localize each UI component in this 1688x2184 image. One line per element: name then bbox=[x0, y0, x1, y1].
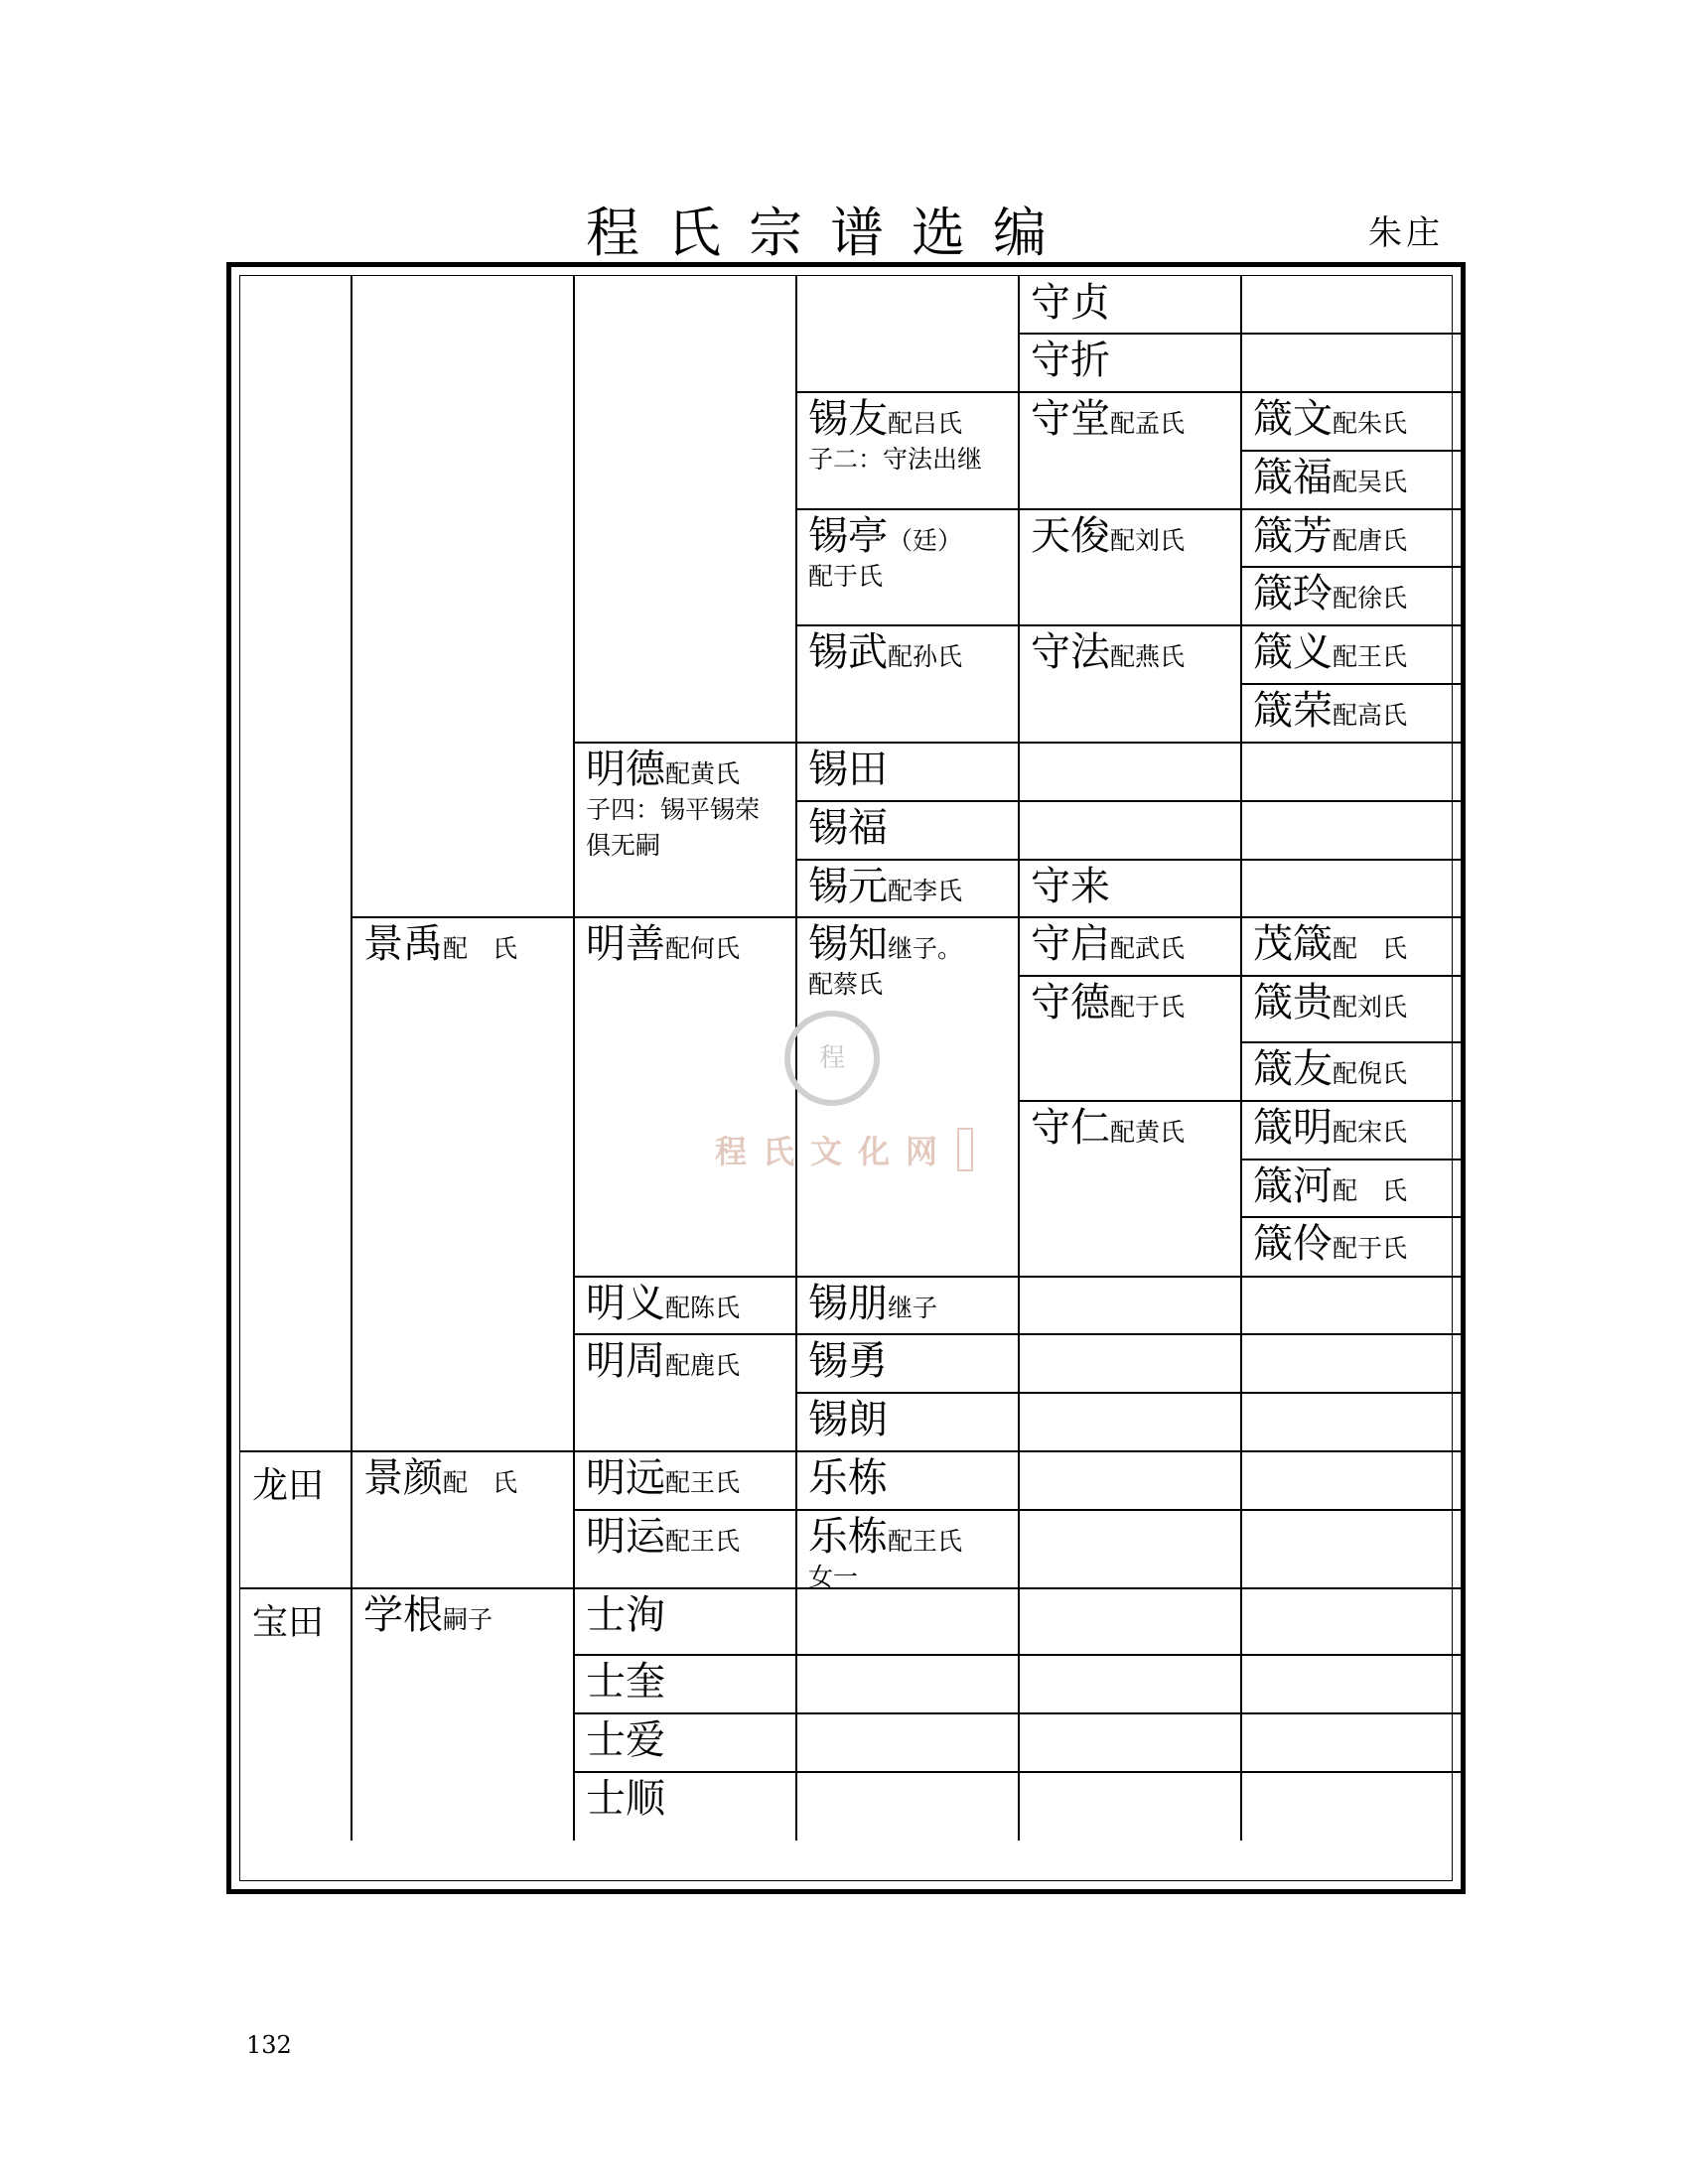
watermark-stamp bbox=[957, 1128, 973, 1171]
row-divider bbox=[796, 624, 1019, 626]
row-divider bbox=[1241, 683, 1462, 685]
row-divider bbox=[1241, 859, 1462, 861]
cell-gen4 bbox=[808, 1514, 962, 1595]
row-divider bbox=[1019, 742, 1241, 744]
cell-gen6 bbox=[1253, 1221, 1407, 1267]
row-divider bbox=[796, 1450, 1019, 1452]
watermark-seal: 程 bbox=[784, 1011, 880, 1106]
cell-gen5 bbox=[1031, 396, 1185, 442]
spouse-note: 嗣子 bbox=[443, 1605, 493, 1634]
spouse-note: （廷） bbox=[888, 526, 963, 555]
person-name: 士奎 bbox=[586, 1659, 665, 1705]
cell-gen5 bbox=[1031, 921, 1185, 967]
cell-gen4 bbox=[808, 805, 888, 851]
cell-gen5 bbox=[1031, 864, 1110, 909]
row-divider bbox=[1241, 566, 1462, 568]
row-divider bbox=[796, 1392, 1019, 1394]
cell-gen5 bbox=[1031, 280, 1110, 326]
family-note: 子四：锡平锡荣 bbox=[586, 795, 761, 824]
row-divider bbox=[1241, 333, 1462, 335]
spouse-note: 配黄氏 bbox=[1110, 1118, 1186, 1147]
cell-gen6 bbox=[1253, 980, 1407, 1025]
person-name: 明远 bbox=[586, 1455, 665, 1501]
row-divider bbox=[1019, 916, 1241, 918]
row-divider bbox=[1241, 1712, 1462, 1714]
row-divider bbox=[574, 916, 796, 918]
row-divider bbox=[796, 1276, 1019, 1278]
person-name: 箴友 bbox=[1253, 1046, 1333, 1092]
cell-gen3 bbox=[586, 1455, 740, 1501]
person-name: 士洵 bbox=[586, 1592, 665, 1638]
person-name: 明义 bbox=[586, 1281, 665, 1326]
row-divider bbox=[1019, 1392, 1241, 1394]
row-divider bbox=[574, 742, 796, 744]
row-divider bbox=[1241, 1587, 1462, 1589]
cell-gen4 bbox=[808, 1338, 888, 1384]
watermark-site-name: 程氏文化网 bbox=[715, 1133, 954, 1170]
row-divider bbox=[1241, 1216, 1462, 1218]
person-name: 乐栋 bbox=[808, 1514, 888, 1560]
row-divider bbox=[574, 1333, 796, 1335]
row-divider bbox=[574, 1587, 796, 1589]
cell-gen4 bbox=[808, 629, 962, 675]
row-divider bbox=[1019, 1100, 1241, 1102]
cell-gen3 bbox=[586, 1776, 665, 1822]
row-divider bbox=[796, 742, 1019, 744]
spouse-note: 配 氏 bbox=[1333, 1176, 1408, 1205]
cell-gen6 bbox=[1253, 1046, 1407, 1092]
spouse-note: 配吕氏 bbox=[888, 409, 963, 438]
cell-gen4 bbox=[808, 1281, 937, 1326]
spouse-note: 配徐氏 bbox=[1333, 584, 1408, 613]
spouse-note: 配宋氏 bbox=[1333, 1118, 1408, 1147]
column-divider bbox=[1018, 276, 1020, 1841]
spouse-note: 配李氏 bbox=[888, 877, 963, 905]
family-note: 女一 bbox=[808, 1563, 859, 1591]
row-divider bbox=[1241, 391, 1462, 393]
row-divider bbox=[240, 1450, 352, 1452]
spouse-note: 配刘氏 bbox=[1110, 526, 1186, 555]
row-divider bbox=[1241, 1041, 1462, 1043]
row-divider bbox=[1241, 1159, 1462, 1160]
row-divider bbox=[1019, 391, 1241, 393]
page-number: 132 bbox=[246, 2031, 292, 2059]
row-divider bbox=[1241, 742, 1462, 744]
person-name: 箴贵 bbox=[1253, 980, 1333, 1025]
cell-gen5 bbox=[1031, 980, 1185, 1025]
spouse-note: 配王氏 bbox=[888, 1527, 963, 1556]
cell-gen3 bbox=[586, 921, 740, 967]
person-name: 明运 bbox=[586, 1514, 665, 1560]
person-name: 学根 bbox=[363, 1592, 443, 1638]
row-divider bbox=[1019, 1333, 1241, 1335]
spouse-note: 配何氏 bbox=[665, 934, 741, 963]
spouse-note: 配孟氏 bbox=[1110, 409, 1186, 438]
person-name: 锡元 bbox=[808, 864, 888, 909]
person-name: 士顺 bbox=[586, 1776, 665, 1822]
person-name: 乐栋 bbox=[808, 1455, 888, 1501]
person-name: 明德 bbox=[586, 747, 665, 792]
cell-gen4 bbox=[808, 1397, 888, 1442]
row-divider bbox=[796, 1771, 1019, 1773]
cell-gen2 bbox=[363, 1455, 517, 1501]
cell-gen6 bbox=[1253, 513, 1407, 559]
person-name: 守折 bbox=[1031, 338, 1110, 383]
cell-gen6 bbox=[1253, 455, 1407, 500]
person-name: 景禹 bbox=[363, 921, 443, 967]
column-divider bbox=[351, 276, 352, 1841]
spouse-note: 配于氏 bbox=[1110, 993, 1186, 1022]
row-divider bbox=[796, 391, 1019, 393]
spouse-note: 配燕氏 bbox=[1110, 642, 1186, 671]
spouse-note: 继子 bbox=[888, 1294, 938, 1322]
row-divider bbox=[796, 1509, 1019, 1511]
row-divider bbox=[796, 800, 1019, 802]
row-divider bbox=[1019, 1509, 1241, 1511]
cell-gen2 bbox=[363, 921, 517, 967]
row-divider bbox=[1019, 975, 1241, 977]
cell-gen6 bbox=[1253, 1163, 1407, 1209]
row-divider bbox=[796, 1333, 1019, 1335]
family-note: 子二：守法出继 bbox=[808, 445, 983, 474]
cell-gen6 bbox=[1253, 688, 1407, 734]
row-divider bbox=[1019, 859, 1241, 861]
spouse-note: 配 氏 bbox=[443, 934, 518, 963]
spouse-note: 继子。 bbox=[888, 934, 963, 963]
cell-gen4 bbox=[808, 747, 888, 792]
cell-gen4 bbox=[808, 513, 962, 595]
row-divider bbox=[1019, 333, 1241, 335]
row-divider bbox=[1241, 1771, 1462, 1773]
row-divider bbox=[1241, 1276, 1462, 1278]
cell-gen3 bbox=[586, 1281, 740, 1326]
row-divider bbox=[1019, 1712, 1241, 1714]
row-divider bbox=[574, 1654, 796, 1656]
row-divider bbox=[1019, 1450, 1241, 1452]
cell-gen5 bbox=[1031, 1105, 1185, 1151]
person-name: 守堂 bbox=[1031, 396, 1110, 442]
person-name: 守启 bbox=[1031, 921, 1110, 967]
family-note: 俱无嗣 bbox=[586, 831, 661, 860]
row-divider bbox=[352, 1587, 574, 1589]
row-divider bbox=[1019, 624, 1241, 626]
spouse-note: 配高氏 bbox=[1333, 701, 1408, 730]
cell-gen3 bbox=[586, 747, 760, 864]
cell-gen3 bbox=[586, 1338, 740, 1384]
spouse-note: 配武氏 bbox=[1110, 934, 1186, 963]
row-divider bbox=[574, 1771, 796, 1773]
spouse-note: 配鹿氏 bbox=[665, 1351, 741, 1380]
spouse-note: 配刘氏 bbox=[1333, 993, 1408, 1022]
row-divider bbox=[1019, 508, 1241, 510]
spouse-note: 配王氏 bbox=[665, 1468, 741, 1497]
cell-gen4 bbox=[808, 921, 962, 1003]
row-divider bbox=[1241, 1509, 1462, 1511]
row-divider bbox=[352, 1450, 574, 1452]
person-name: 明善 bbox=[586, 921, 665, 967]
person-name: 箴义 bbox=[1253, 629, 1333, 675]
spouse-note: 配唐氏 bbox=[1333, 526, 1408, 555]
row-divider bbox=[1019, 1654, 1241, 1656]
person-name: 茂箴 bbox=[1253, 921, 1333, 967]
person-name: 箴荣 bbox=[1253, 688, 1333, 734]
cell-gen2 bbox=[363, 1592, 492, 1638]
person-name: 守法 bbox=[1031, 629, 1110, 675]
spouse-note: 配倪氏 bbox=[1333, 1059, 1408, 1088]
person-name: 箴玲 bbox=[1253, 571, 1333, 616]
page-title: 程氏宗谱选编 bbox=[586, 202, 1074, 264]
row-divider bbox=[796, 1712, 1019, 1714]
person-name: 锡田 bbox=[808, 747, 888, 792]
person-name: 守仁 bbox=[1031, 1105, 1110, 1151]
cell-gen6 bbox=[1253, 1105, 1407, 1151]
row-divider bbox=[1241, 450, 1462, 452]
row-divider bbox=[1019, 1587, 1241, 1589]
person-name: 箴文 bbox=[1253, 396, 1333, 442]
spouse-note: 配于氏 bbox=[1333, 1234, 1408, 1263]
row-divider bbox=[574, 1509, 796, 1511]
person-name: 锡朗 bbox=[808, 1397, 888, 1442]
row-divider bbox=[796, 916, 1019, 918]
cell-gen4 bbox=[808, 396, 982, 478]
spouse-note: 配黄氏 bbox=[665, 759, 741, 788]
row-divider bbox=[574, 1276, 796, 1278]
row-divider bbox=[1241, 508, 1462, 510]
row-divider bbox=[1241, 1333, 1462, 1335]
spouse-note: 配朱氏 bbox=[1333, 409, 1408, 438]
person-name: 守德 bbox=[1031, 980, 1110, 1025]
cell-gen5 bbox=[1031, 513, 1185, 559]
row-divider bbox=[1019, 800, 1241, 802]
person-name: 守贞 bbox=[1031, 280, 1110, 326]
person-name: 箴河 bbox=[1253, 1163, 1333, 1209]
row-divider bbox=[1241, 1450, 1462, 1452]
row-divider bbox=[1241, 1654, 1462, 1656]
cell-gen3 bbox=[586, 1659, 665, 1705]
person-name: 锡勇 bbox=[808, 1338, 888, 1384]
person-name: 锡知 bbox=[808, 921, 888, 967]
column-divider bbox=[1240, 276, 1242, 1841]
person-name: 景颜 bbox=[363, 1455, 443, 1501]
cell-gen5 bbox=[1031, 629, 1185, 675]
person-name: 锡福 bbox=[808, 805, 888, 851]
place-label: 宝田 bbox=[252, 1602, 325, 1643]
person-name: 守来 bbox=[1031, 864, 1110, 909]
cell-gen6 bbox=[1253, 571, 1407, 616]
cell-gen6 bbox=[1253, 396, 1407, 442]
row-divider bbox=[796, 1654, 1019, 1656]
row-divider bbox=[796, 508, 1019, 510]
person-name: 箴伶 bbox=[1253, 1221, 1333, 1267]
person-name: 箴明 bbox=[1253, 1105, 1333, 1151]
spouse-note: 配王氏 bbox=[665, 1527, 741, 1556]
row-divider bbox=[1019, 1771, 1241, 1773]
spouse-note: 配 氏 bbox=[1333, 934, 1408, 963]
person-name: 天俊 bbox=[1031, 513, 1110, 559]
spouse-note: 配 氏 bbox=[443, 1468, 518, 1497]
person-name: 锡友 bbox=[808, 396, 888, 442]
cell-gen3 bbox=[586, 1717, 665, 1763]
row-divider bbox=[352, 916, 574, 918]
row-divider bbox=[574, 1712, 796, 1714]
spouse-note: 配孙氏 bbox=[888, 642, 963, 671]
person-name: 锡武 bbox=[808, 629, 888, 675]
row-divider bbox=[240, 1587, 352, 1589]
person-name: 士爱 bbox=[586, 1717, 665, 1763]
cell-gen4 bbox=[808, 1455, 888, 1501]
family-note: 配蔡氏 bbox=[808, 970, 884, 999]
family-note: 配于氏 bbox=[808, 562, 884, 591]
column-divider bbox=[573, 276, 575, 1841]
row-divider bbox=[1241, 624, 1462, 626]
person-name: 锡亭 bbox=[808, 513, 888, 559]
spouse-note: 配吴氏 bbox=[1333, 468, 1408, 496]
row-divider bbox=[1241, 1392, 1462, 1394]
person-name: 锡朋 bbox=[808, 1281, 888, 1326]
cell-gen3 bbox=[586, 1514, 740, 1560]
person-name: 明周 bbox=[586, 1338, 665, 1384]
spouse-note: 配陈氏 bbox=[665, 1294, 741, 1322]
row-divider bbox=[1241, 916, 1462, 918]
spouse-note: 配王氏 bbox=[1333, 642, 1408, 671]
row-divider bbox=[574, 1450, 796, 1452]
cell-gen6 bbox=[1253, 629, 1407, 675]
place-label: 龙田 bbox=[252, 1465, 325, 1506]
cell-gen3 bbox=[586, 1592, 665, 1638]
cell-gen5 bbox=[1031, 338, 1110, 383]
cell-gen6 bbox=[1253, 921, 1407, 967]
row-divider bbox=[796, 859, 1019, 861]
person-name: 箴福 bbox=[1253, 455, 1333, 500]
row-divider bbox=[1241, 975, 1462, 977]
row-divider bbox=[1241, 1100, 1462, 1102]
person-name: 箴芳 bbox=[1253, 513, 1333, 559]
row-divider bbox=[1019, 1276, 1241, 1278]
location-label: 朱庄 bbox=[1368, 213, 1444, 253]
cell-gen4 bbox=[808, 864, 962, 909]
row-divider bbox=[1241, 800, 1462, 802]
